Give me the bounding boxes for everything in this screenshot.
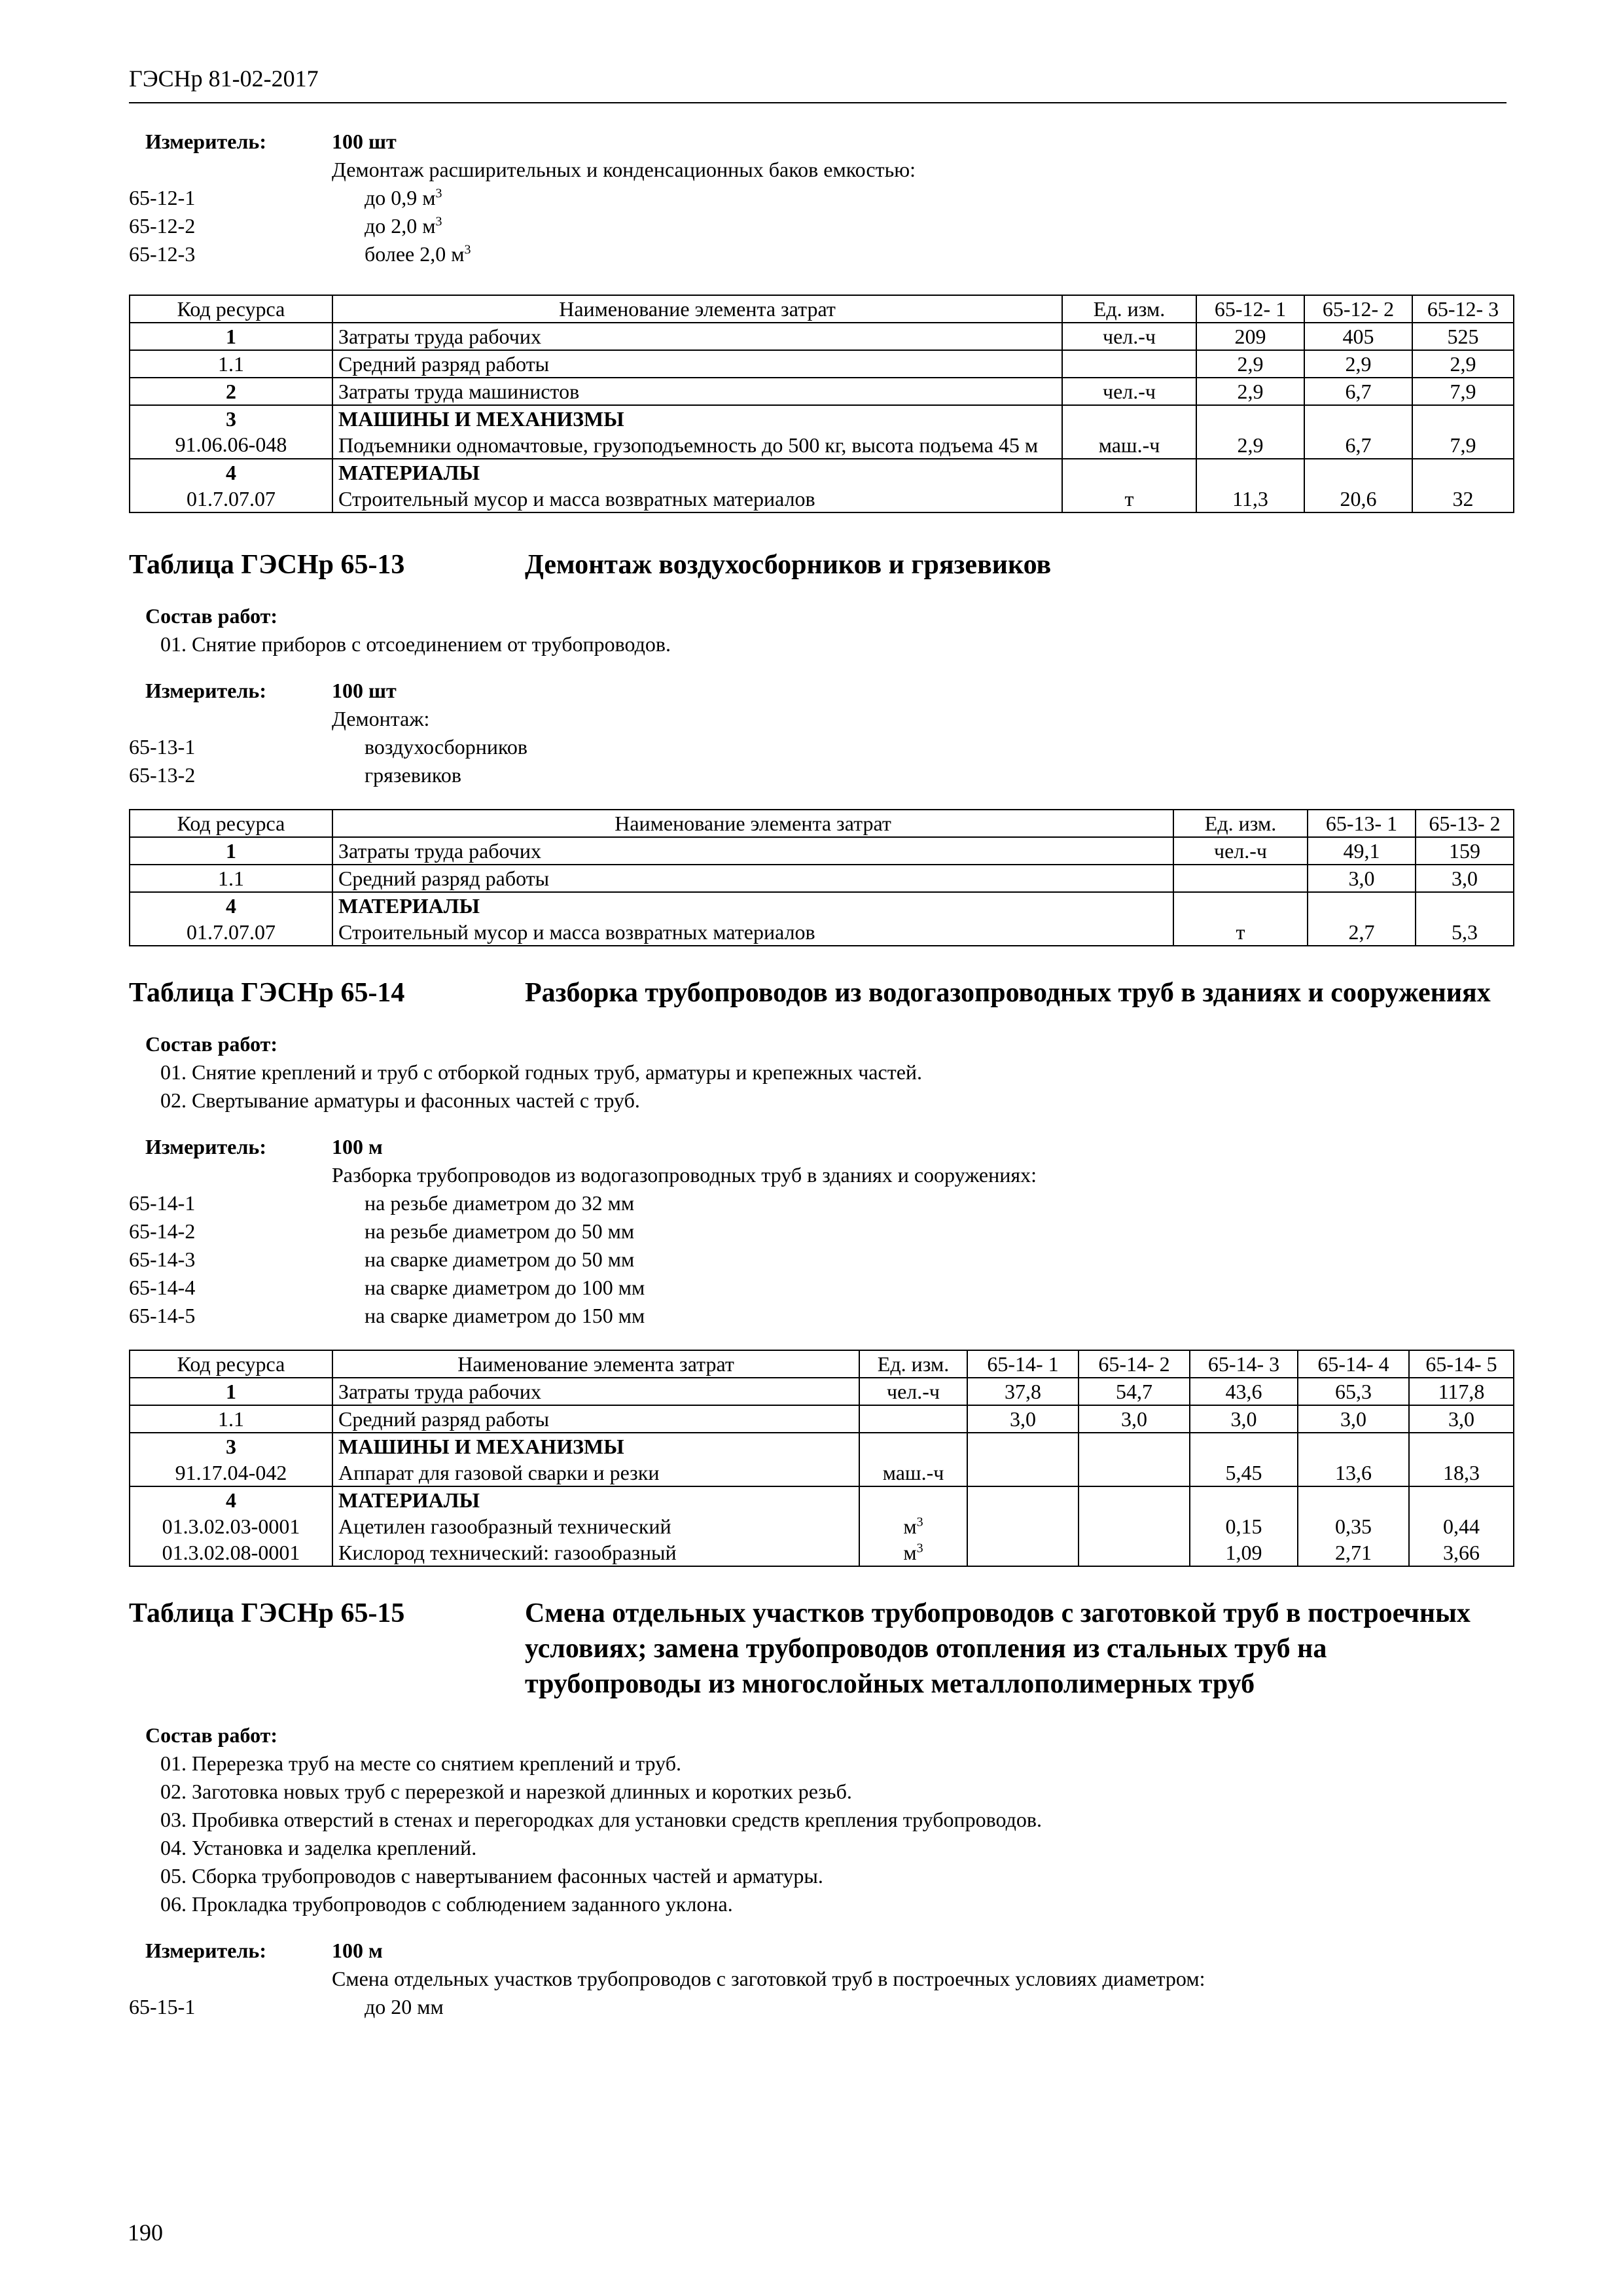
table-cell: 1 — [130, 837, 332, 865]
table-cell — [1298, 1433, 1409, 1460]
table-row — [130, 892, 1514, 919]
measure-label: Измеритель: — [145, 1135, 266, 1158]
table-cell: 49,1 — [1308, 837, 1416, 865]
table-cell: Средний разряд работы — [332, 1405, 859, 1433]
item-text: до 20 мм — [365, 1995, 444, 2018]
table-cell: Затраты труда рабочих — [332, 1378, 859, 1405]
table-cell — [1412, 459, 1514, 486]
item-text: до 0,9 $м^3$ — [365, 186, 442, 209]
measure-description: Демонтаж расширительных и конденсационных баков емкостью: — [332, 158, 916, 181]
item-code: 65-14-3 — [129, 1247, 196, 1271]
table-cell — [859, 1405, 967, 1433]
t14-measure — [129, 1133, 1507, 1330]
table-cell: 2,9 — [1304, 350, 1412, 378]
col-header: Наименование элемента затрат — [332, 1350, 859, 1378]
table-row — [130, 1405, 1514, 1433]
table-cell: $м^3$ — [859, 1539, 967, 1566]
table-cell: 1.1 — [130, 865, 332, 892]
table-row — [130, 1539, 1514, 1566]
measure-label: Измеритель: — [145, 1939, 266, 1962]
table-row — [130, 865, 1514, 892]
table-code: Таблица ГЭСНр 65-14 — [129, 978, 405, 1008]
table-cell: 2,71 — [1298, 1539, 1409, 1566]
table-cell: 3,0 — [1416, 865, 1514, 892]
col-header: 65-14- 5 — [1409, 1350, 1514, 1378]
col-header: 65-14- 2 — [1079, 1350, 1190, 1378]
table-cell — [1062, 459, 1196, 486]
t14-composition — [129, 1030, 1507, 1115]
table-cell: 43,6 — [1190, 1378, 1298, 1405]
col-header: 65-13- 2 — [1416, 810, 1514, 837]
measure-description: Смена отдельных участков трубопроводов с заготовкой труб в построечных условиях диаметром: — [332, 1967, 1205, 1990]
table-cell — [1079, 1486, 1190, 1513]
table-cell: Кислород технический: газообразный — [332, 1539, 859, 1566]
table-cell: 91.06.06-048 — [130, 432, 332, 459]
table-cell: 1.1 — [130, 1405, 332, 1433]
col-header: 65-12- 2 — [1304, 295, 1412, 323]
table-cell: 5,3 — [1416, 919, 1514, 946]
table-header-row — [130, 1350, 1514, 1378]
table-cell — [1412, 405, 1514, 432]
table-cell: 117,8 — [1409, 1378, 1514, 1405]
table-name: Разборка трубопроводов из водогазопроводных труб в зданиях и сооружениях — [525, 978, 1491, 1008]
table-cell: 1.1 — [130, 350, 332, 378]
table-cell: 2 — [130, 378, 332, 405]
table-cell: 11,3 — [1196, 486, 1304, 512]
t14-title — [129, 975, 1507, 1011]
table-cell — [859, 1486, 967, 1513]
measure-unit: 100 шт — [332, 130, 397, 153]
table-cell: Средний разряд работы — [332, 350, 1062, 378]
table-cell: т — [1062, 486, 1196, 512]
table-name: Демонтаж воздухосборников и грязевиков — [525, 550, 1052, 580]
table-cell — [1409, 1433, 1514, 1460]
table-cell: Аппарат для газовой сварки и резки — [332, 1460, 859, 1486]
table-cell: 525 — [1412, 323, 1514, 350]
table-cell: 3,0 — [1298, 1405, 1409, 1433]
table-cell: чел.-ч — [859, 1378, 967, 1405]
table-cell — [1173, 892, 1308, 919]
table-cell: 2,9 — [1196, 432, 1304, 459]
table-cell: 2,7 — [1308, 919, 1416, 946]
table-cell — [1173, 865, 1308, 892]
table-cell: 6,7 — [1304, 432, 1412, 459]
table-cell: 209 — [1196, 323, 1304, 350]
item-text: на резьбе диаметром до 50 мм — [365, 1219, 635, 1243]
operation-item: 06. Прокладка трубопроводов с соблюдением заданного уклона. — [160, 1892, 733, 1916]
item-text: на сварке диаметром до 50 мм — [365, 1247, 635, 1271]
table-cell: МАТЕРИАЛЫ — [332, 1486, 859, 1513]
table-cell — [1062, 350, 1196, 378]
table-row — [130, 837, 1514, 865]
t13-measure — [129, 677, 1507, 789]
table-cell: 5,45 — [1190, 1460, 1298, 1486]
table-row — [130, 1513, 1514, 1539]
table-cell — [1304, 405, 1412, 432]
col-header: 65-14- 3 — [1190, 1350, 1298, 1378]
table-cell — [1308, 892, 1416, 919]
measure-description: Демонтаж: — [332, 707, 430, 730]
table-cell: 18,3 — [1409, 1460, 1514, 1486]
item-code: 65-14-5 — [129, 1304, 196, 1327]
operation-item: 05. Сборка трубопроводов с навертыванием фасонных частей и арматуры. — [160, 1864, 823, 1888]
t15-composition — [129, 1721, 1507, 1918]
table-name: Смена отдельных участков трубопроводов с заготовкой труб в построечных условиях; замена трубопроводов отопления из стальных труб на трубопроводы из многослойных металлополимерных труб — [525, 1598, 1471, 1699]
measure-unit: 100 шт — [332, 679, 397, 702]
table-row — [130, 459, 1514, 486]
table-cell: МАТЕРИАЛЫ — [332, 459, 1062, 486]
table-cell: 4 — [130, 1486, 332, 1513]
table-cell: 65,3 — [1298, 1378, 1409, 1405]
item-text: грязевиков — [365, 763, 461, 787]
measure-label: Измеритель: — [145, 679, 266, 702]
table-row — [130, 1433, 1514, 1460]
table-cell: 7,9 — [1412, 432, 1514, 459]
table-cell — [1079, 1460, 1190, 1486]
table-cell: 4 — [130, 892, 332, 919]
table-cell — [1416, 892, 1514, 919]
composition-label: Состав работ: — [145, 1032, 278, 1056]
measure-description: Разборка трубопроводов из водогазопроводных труб в зданиях и сооружениях: — [332, 1163, 1037, 1187]
table-cell: 3 — [130, 405, 332, 432]
table-cell: 1,09 — [1190, 1539, 1298, 1566]
table-cell: 32 — [1412, 486, 1514, 512]
table-cell: чел.-ч — [1062, 323, 1196, 350]
t13-title — [129, 547, 1507, 583]
table-cell — [1304, 459, 1412, 486]
table-cell — [1079, 1539, 1190, 1566]
table-code: Таблица ГЭСНр 65-13 — [129, 550, 405, 580]
col-header: 65-12- 1 — [1196, 295, 1304, 323]
col-header: Наименование элемента затрат — [332, 810, 1173, 837]
table-cell: т — [1173, 919, 1308, 946]
composition-label: Состав работ: — [145, 1723, 278, 1747]
table-cell: 54,7 — [1079, 1378, 1190, 1405]
table-cell: Ацетилен газообразный технический — [332, 1513, 859, 1539]
item-code: 65-14-2 — [129, 1219, 196, 1243]
table-cell: $м^3$ — [859, 1513, 967, 1539]
table-row — [130, 350, 1514, 378]
table-header-row — [130, 810, 1514, 837]
table-cell: 3 — [130, 1433, 332, 1460]
item-text: воздухосборников — [365, 735, 527, 759]
table-row — [130, 1378, 1514, 1405]
table-cell: 4 — [130, 459, 332, 486]
table-cell: Подъемники одномачтовые, грузоподъемность до 500 кг, высота подъема 45 м — [332, 432, 1062, 459]
composition-label: Состав работ: — [145, 604, 278, 628]
table-cell: 3,0 — [1308, 865, 1416, 892]
table-row — [130, 378, 1514, 405]
table-cell: Затраты труда рабочих — [332, 837, 1173, 865]
table-cell: Затраты труда машинистов — [332, 378, 1062, 405]
t12-measure — [129, 128, 1507, 268]
item-text: до 2,0 $м^3$ — [365, 214, 442, 238]
col-header: Код ресурса — [130, 295, 332, 323]
table-cell: 3,0 — [1190, 1405, 1298, 1433]
table-cell: 01.7.07.07 — [130, 486, 332, 512]
table-cell: 01.3.02.08-0001 — [130, 1539, 332, 1566]
table-cell: 1 — [130, 323, 332, 350]
measure-unit: 100 м — [332, 1939, 383, 1962]
table-cell: 01.7.07.07 — [130, 919, 332, 946]
table-cell: 3,66 — [1409, 1539, 1514, 1566]
table-row — [130, 432, 1514, 459]
col-header: 65-13- 1 — [1308, 810, 1416, 837]
item-code: 65-12-1 — [129, 186, 196, 209]
t13-composition — [129, 602, 1507, 658]
table-cell: Строительный мусор и масса возвратных материалов — [332, 486, 1062, 512]
table-cell — [1196, 459, 1304, 486]
table-cell: 159 — [1416, 837, 1514, 865]
table-cell: маш.-ч — [859, 1460, 967, 1486]
item-text: на сварке диаметром до 150 мм — [365, 1304, 645, 1327]
table-cell: 6,7 — [1304, 378, 1412, 405]
table-cell: 2,9 — [1412, 350, 1514, 378]
table-cell: 0,15 — [1190, 1513, 1298, 1539]
item-code: 65-12-2 — [129, 214, 196, 238]
table-cell — [1079, 1513, 1190, 1539]
col-header: Ед. изм. — [1173, 810, 1308, 837]
measure-unit: 100 м — [332, 1135, 383, 1158]
t15-title — [129, 1596, 1507, 1702]
item-code: 65-15-1 — [129, 1995, 196, 2018]
table-cell: Затраты труда рабочих — [332, 323, 1062, 350]
table-cell: Средний разряд работы — [332, 865, 1173, 892]
table-cell: 3,0 — [1409, 1405, 1514, 1433]
table-cell: МАШИНЫ И МЕХАНИЗМЫ — [332, 405, 1062, 432]
item-text: на сварке диаметром до 100 мм — [365, 1276, 645, 1299]
table-cell: 2,9 — [1196, 350, 1304, 378]
table-cell — [859, 1433, 967, 1460]
table-cell: 91.17.04-042 — [130, 1460, 332, 1486]
table-cell: 3,0 — [1079, 1405, 1190, 1433]
item-code: 65-13-1 — [129, 735, 196, 759]
table-cell: 7,9 — [1412, 378, 1514, 405]
measure-label: Измеритель: — [145, 130, 266, 153]
item-text: на резьбе диаметром до 32 мм — [365, 1191, 635, 1215]
table-cell — [1298, 1486, 1409, 1513]
table-cell — [1196, 405, 1304, 432]
item-code: 65-13-2 — [129, 763, 196, 787]
col-header: Ед. изм. — [1062, 295, 1196, 323]
operation-item: 02. Свертывание арматуры и фасонных частей с труб. — [160, 1088, 640, 1112]
table-row — [130, 323, 1514, 350]
col-header: Код ресурса — [130, 810, 332, 837]
page-header — [129, 64, 1507, 103]
col-header: 65-14- 4 — [1298, 1350, 1409, 1378]
operation-item: 01. Снятие креплений и труб с отборкой годных труб, арматуры и крепежных частей. — [160, 1060, 923, 1084]
table-cell — [1409, 1486, 1514, 1513]
item-code: 65-14-1 — [129, 1191, 196, 1215]
table-row — [130, 1486, 1514, 1513]
item-text: более 2,0 $м^3$ — [365, 242, 471, 266]
table-cell — [967, 1486, 1079, 1513]
table-row — [130, 486, 1514, 512]
table-cell: 405 — [1304, 323, 1412, 350]
table-header-row — [130, 295, 1514, 323]
operation-item: 01. Перерезка труб на месте со снятием креплений и труб. — [160, 1751, 681, 1775]
operation-item: 02. Заготовка новых труб с перерезкой и нарезкой длинных и коротких резьб. — [160, 1780, 852, 1803]
table-cell: МАШИНЫ И МЕХАНИЗМЫ — [332, 1433, 859, 1460]
table-row — [130, 919, 1514, 946]
table-cell: 37,8 — [967, 1378, 1079, 1405]
table-row — [130, 405, 1514, 432]
item-code: 65-14-4 — [129, 1276, 196, 1299]
table-cell — [967, 1460, 1079, 1486]
t12-resource-table — [129, 295, 1514, 513]
item-code: 65-12-3 — [129, 242, 196, 266]
table-cell — [967, 1513, 1079, 1539]
table-cell: Строительный мусор и масса возвратных материалов — [332, 919, 1173, 946]
operation-item: 01. Снятие приборов с отсоединением от трубопроводов. — [160, 632, 671, 656]
table-cell: 1 — [130, 1378, 332, 1405]
table-cell — [1190, 1486, 1298, 1513]
table-cell — [1190, 1433, 1298, 1460]
table-cell: 13,6 — [1298, 1460, 1409, 1486]
table-cell — [967, 1539, 1079, 1566]
page-content — [129, 128, 1507, 2021]
table-cell: чел.-ч — [1173, 837, 1308, 865]
table-cell: 3,0 — [967, 1405, 1079, 1433]
operation-item: 04. Установка и заделка креплений. — [160, 1836, 477, 1859]
table-cell: 0,35 — [1298, 1513, 1409, 1539]
table-cell: 01.3.02.03-0001 — [130, 1513, 332, 1539]
col-header: 65-12- 3 — [1412, 295, 1514, 323]
col-header: Код ресурса — [130, 1350, 332, 1378]
operation-item: 03. Пробивка отверстий в стенах и перегородках для установки средств крепления трубопроводов. — [160, 1808, 1042, 1831]
col-header: 65-14- 1 — [967, 1350, 1079, 1378]
table-cell — [1062, 405, 1196, 432]
col-header: Наименование элемента затрат — [332, 295, 1062, 323]
t13-resource-table — [129, 809, 1514, 946]
page-number: 190 — [128, 2219, 163, 2246]
table-code: Таблица ГЭСНр 65-15 — [129, 1598, 405, 1628]
table-row — [130, 1460, 1514, 1486]
table-cell: 0,44 — [1409, 1513, 1514, 1539]
table-cell: чел.-ч — [1062, 378, 1196, 405]
t15-measure — [129, 1937, 1507, 2021]
t14-resource-table — [129, 1350, 1514, 1567]
table-cell — [967, 1433, 1079, 1460]
table-cell: маш.-ч — [1062, 432, 1196, 459]
table-cell: МАТЕРИАЛЫ — [332, 892, 1173, 919]
document-code: ГЭСНр 81-02-2017 — [129, 65, 319, 92]
table-cell: 20,6 — [1304, 486, 1412, 512]
table-cell — [1079, 1433, 1190, 1460]
table-cell: 2,9 — [1196, 378, 1304, 405]
col-header: Ед. изм. — [859, 1350, 967, 1378]
